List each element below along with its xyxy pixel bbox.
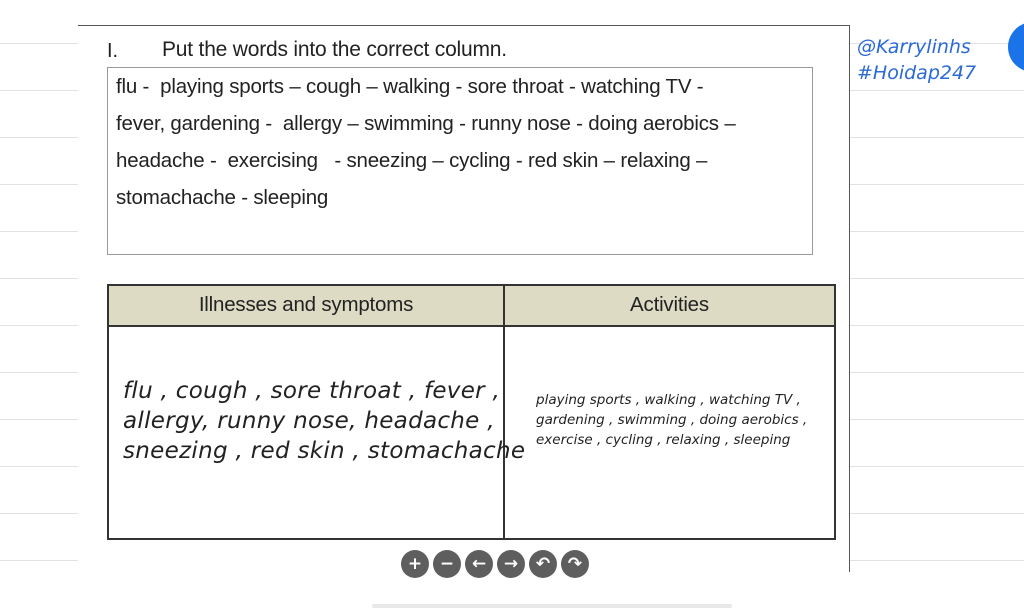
answer-line: allergy, runny nose, headache , bbox=[123, 408, 495, 434]
handwritten-answer-illnesses bbox=[123, 376, 525, 466]
column-header-illnesses: Illnesses and symptoms bbox=[198, 293, 414, 316]
answer-line: exercise , cycling , relaxing , sleeping bbox=[536, 432, 791, 448]
answer-line: flu , cough , sore throat , fever , bbox=[123, 378, 501, 404]
zoom-out-icon[interactable]: − bbox=[433, 550, 461, 578]
word-list-line: fever, gardening - allergy – swimming - runny nose - doing aerobics – bbox=[116, 112, 736, 135]
redo-icon[interactable]: ↷ bbox=[561, 550, 589, 578]
arrow-right-icon[interactable]: → bbox=[497, 550, 525, 578]
horizontal-scrollbar[interactable] bbox=[372, 604, 732, 608]
answer-line: playing sports , walking , watching TV , bbox=[536, 392, 801, 408]
column-header-activities: Activities bbox=[630, 293, 709, 316]
question-instruction: Put the words into the correct column. bbox=[162, 38, 507, 61]
watermark bbox=[857, 34, 976, 86]
watermark-username: @Karrylinhs bbox=[857, 36, 971, 58]
image-toolbar bbox=[401, 550, 589, 578]
word-list-line: flu - playing sports – cough – walking - sore throat - watching TV - bbox=[116, 75, 704, 98]
handwritten-answer-activities bbox=[536, 390, 807, 450]
answer-line: sneezing , red skin , stomachache bbox=[123, 438, 526, 464]
floating-action-button[interactable] bbox=[1008, 22, 1024, 72]
answer-line: gardening , swimming , doing aerobics , bbox=[536, 412, 808, 428]
arrow-left-icon[interactable]: ← bbox=[465, 550, 493, 578]
zoom-in-icon[interactable]: + bbox=[401, 550, 429, 578]
watermark-hashtag: #Hoidap247 bbox=[857, 62, 977, 84]
question-number: I. bbox=[107, 40, 119, 62]
undo-icon[interactable]: ↶ bbox=[529, 550, 557, 578]
word-list-line: headache - exercising - sneezing – cycling - red skin – relaxing – bbox=[116, 149, 708, 172]
word-list-line: stomachache - sleeping bbox=[116, 186, 329, 209]
